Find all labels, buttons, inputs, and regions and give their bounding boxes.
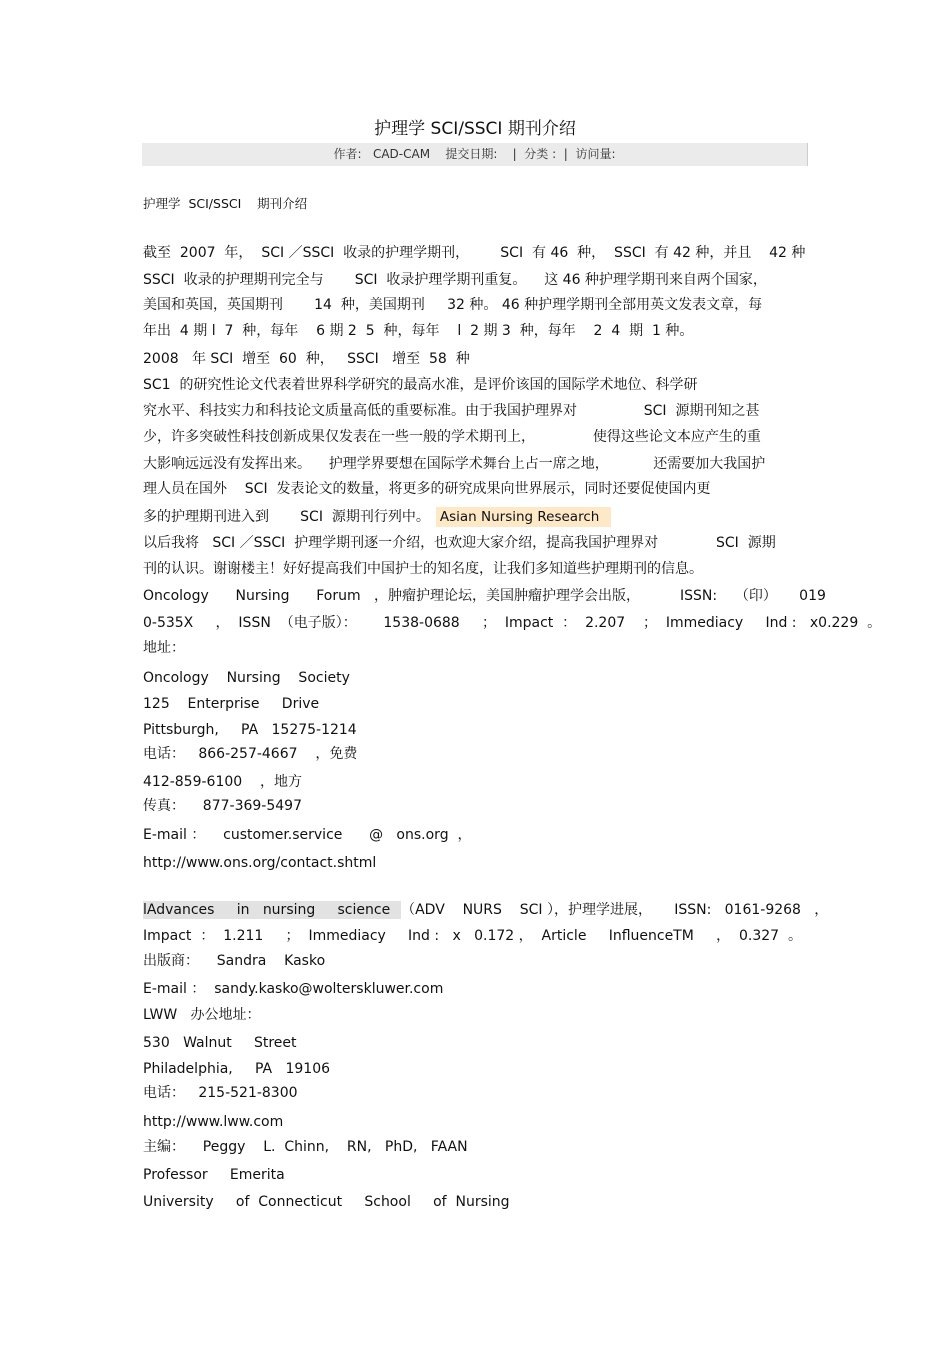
paragraph-line: 截至 2007 年， SCI ／SSCI 收录的护理学期刊， SCI 有 46 种， SSCI 有 42 种，并且 42 种 bbox=[143, 245, 806, 261]
article-meta: 作者: CAD-CAM 提交日期: | 分类 : | 访问量: bbox=[333, 147, 616, 161]
paragraph-line: 美国和英国，英国期刊 14 种，美国期刊 32 种。 46 种护理学期刊全部用英文发表文章，每 bbox=[143, 297, 763, 313]
paragraph-line: 年出 4 期 l 7 种，每年 6 期 2 5 种，每年 l 2 期 3 种，每年 2 4 期 1 种。 bbox=[143, 323, 694, 339]
address-line: Philadelphia, PA 19106 bbox=[143, 1061, 331, 1077]
publisher-line: 出版商： Sandra Kasko bbox=[143, 953, 326, 969]
paragraph-line: 2008 年 SCI 增至 60 种， SSCI 增至 58 种 bbox=[143, 351, 470, 367]
paragraph-line bbox=[143, 508, 611, 526]
paragraph-line: 以后我将 SCI ／SSCI 护理学期刊逐一介绍，也欢迎大家介绍，提高我国护理界对 SCI 源期 bbox=[143, 535, 776, 551]
email-line: E-mail ： sandy.kasko@wolterskluwer.com bbox=[143, 981, 444, 997]
address-line: 125 Enterprise Drive bbox=[143, 696, 320, 712]
meta-bar bbox=[142, 143, 808, 166]
phone-line: 电话： 215-521-8300 bbox=[143, 1085, 298, 1101]
paragraph-line: 大影响远远没有发挥出来。 护理学界要想在国际学术舞台上占一席之地， 还需要加大我国护 bbox=[143, 456, 766, 472]
journal-entry-line: 0-535X ， ISSN （电子版）： 1538-0688 ； Impact ： 2.207 ； Immediacy Ind : x0.229 。 bbox=[143, 615, 882, 631]
journal-entry-text: （ADV NURS SCI ），护理学进展， ISSN: 0161-9268 ， bbox=[401, 902, 829, 918]
paragraph-line: 刊的认识。谢谢楼主！好好提高我们中国护士的知名度，让我们多知道些护理期刊的信息。 bbox=[143, 561, 703, 577]
highlighted-journal-advances-in-nursing-science: lAdvances in nursing science bbox=[143, 902, 400, 918]
website-line: http://www.lww.com bbox=[143, 1114, 284, 1130]
paragraph-line: 少，许多突破性科技创新成果仅发表在一些一般的学术期刊上， 使得这些论文本应产生的重 bbox=[143, 429, 761, 445]
phone-line: 412-859-6100 ，地方 bbox=[143, 774, 302, 790]
phone-line: 电话： 866-257-4667 ，免费 bbox=[143, 746, 358, 762]
highlighted-journal-asian-nursing-research: Asian Nursing Research bbox=[436, 507, 611, 527]
address-label: LWW 办公地址： bbox=[143, 1007, 261, 1023]
journal-entry-line: Impact ： 1.211 ； Immediacy Ind : x 0.172 ， Article InfluenceTM ， 0.327 。 bbox=[143, 928, 802, 944]
editor-line: Professor Emerita bbox=[143, 1167, 285, 1183]
fax-line: 传真： 877-369-5497 bbox=[143, 798, 302, 814]
email-line: E-mail ： customer.service @ ons.org ， bbox=[143, 827, 472, 843]
editor-line: University of Connecticut School of Nursing bbox=[143, 1194, 510, 1210]
paragraph-text: 多的护理期刊进入到 SCI 源期刊行列中。 bbox=[143, 509, 430, 525]
page-title: 护理学 SCI/SSCI 期刊介绍 bbox=[374, 119, 576, 139]
address-line: 530 Walnut Street bbox=[143, 1035, 297, 1051]
journal-entry-line bbox=[143, 901, 828, 919]
address-line: Oncology Nursing Society bbox=[143, 670, 350, 686]
article-subtitle: 护理学 SCI/SSCI 期刊介绍 bbox=[143, 196, 308, 211]
journal-entry-line: Oncology Nursing Forum ，肿瘤护理论坛，美国肿瘤护理学会出版， ISSN: （印） 019 bbox=[143, 588, 826, 604]
address-label: 地址： bbox=[143, 640, 185, 656]
paragraph-line: 理人员在国外 SCI 发表论文的数量，将更多的研究成果向世界展示，同时还要促使国内更 bbox=[143, 481, 711, 497]
paragraph-line: SC1 的研究性论文代表着世界科学研究的最高水准，是评价该国的国际学术地位、科学研 bbox=[143, 377, 698, 393]
paragraph-line: 究水平、科技实力和科技论文质量高低的重要标准。由于我国护理界对 SCI 源期刊知之甚 bbox=[143, 403, 760, 419]
address-line: Pittsburgh, PA 15275-1214 bbox=[143, 722, 357, 738]
editor-line: 主编： Peggy L. Chinn, RN, PhD, FAAN bbox=[143, 1139, 468, 1155]
paragraph-line: SSCI 收录的护理期刊完全与 SCI 收录护理学期刊重复。 这 46 种护理学期刊来自两个国家， bbox=[143, 272, 767, 288]
website-line: http://www.ons.org/contact.shtml bbox=[143, 855, 377, 871]
